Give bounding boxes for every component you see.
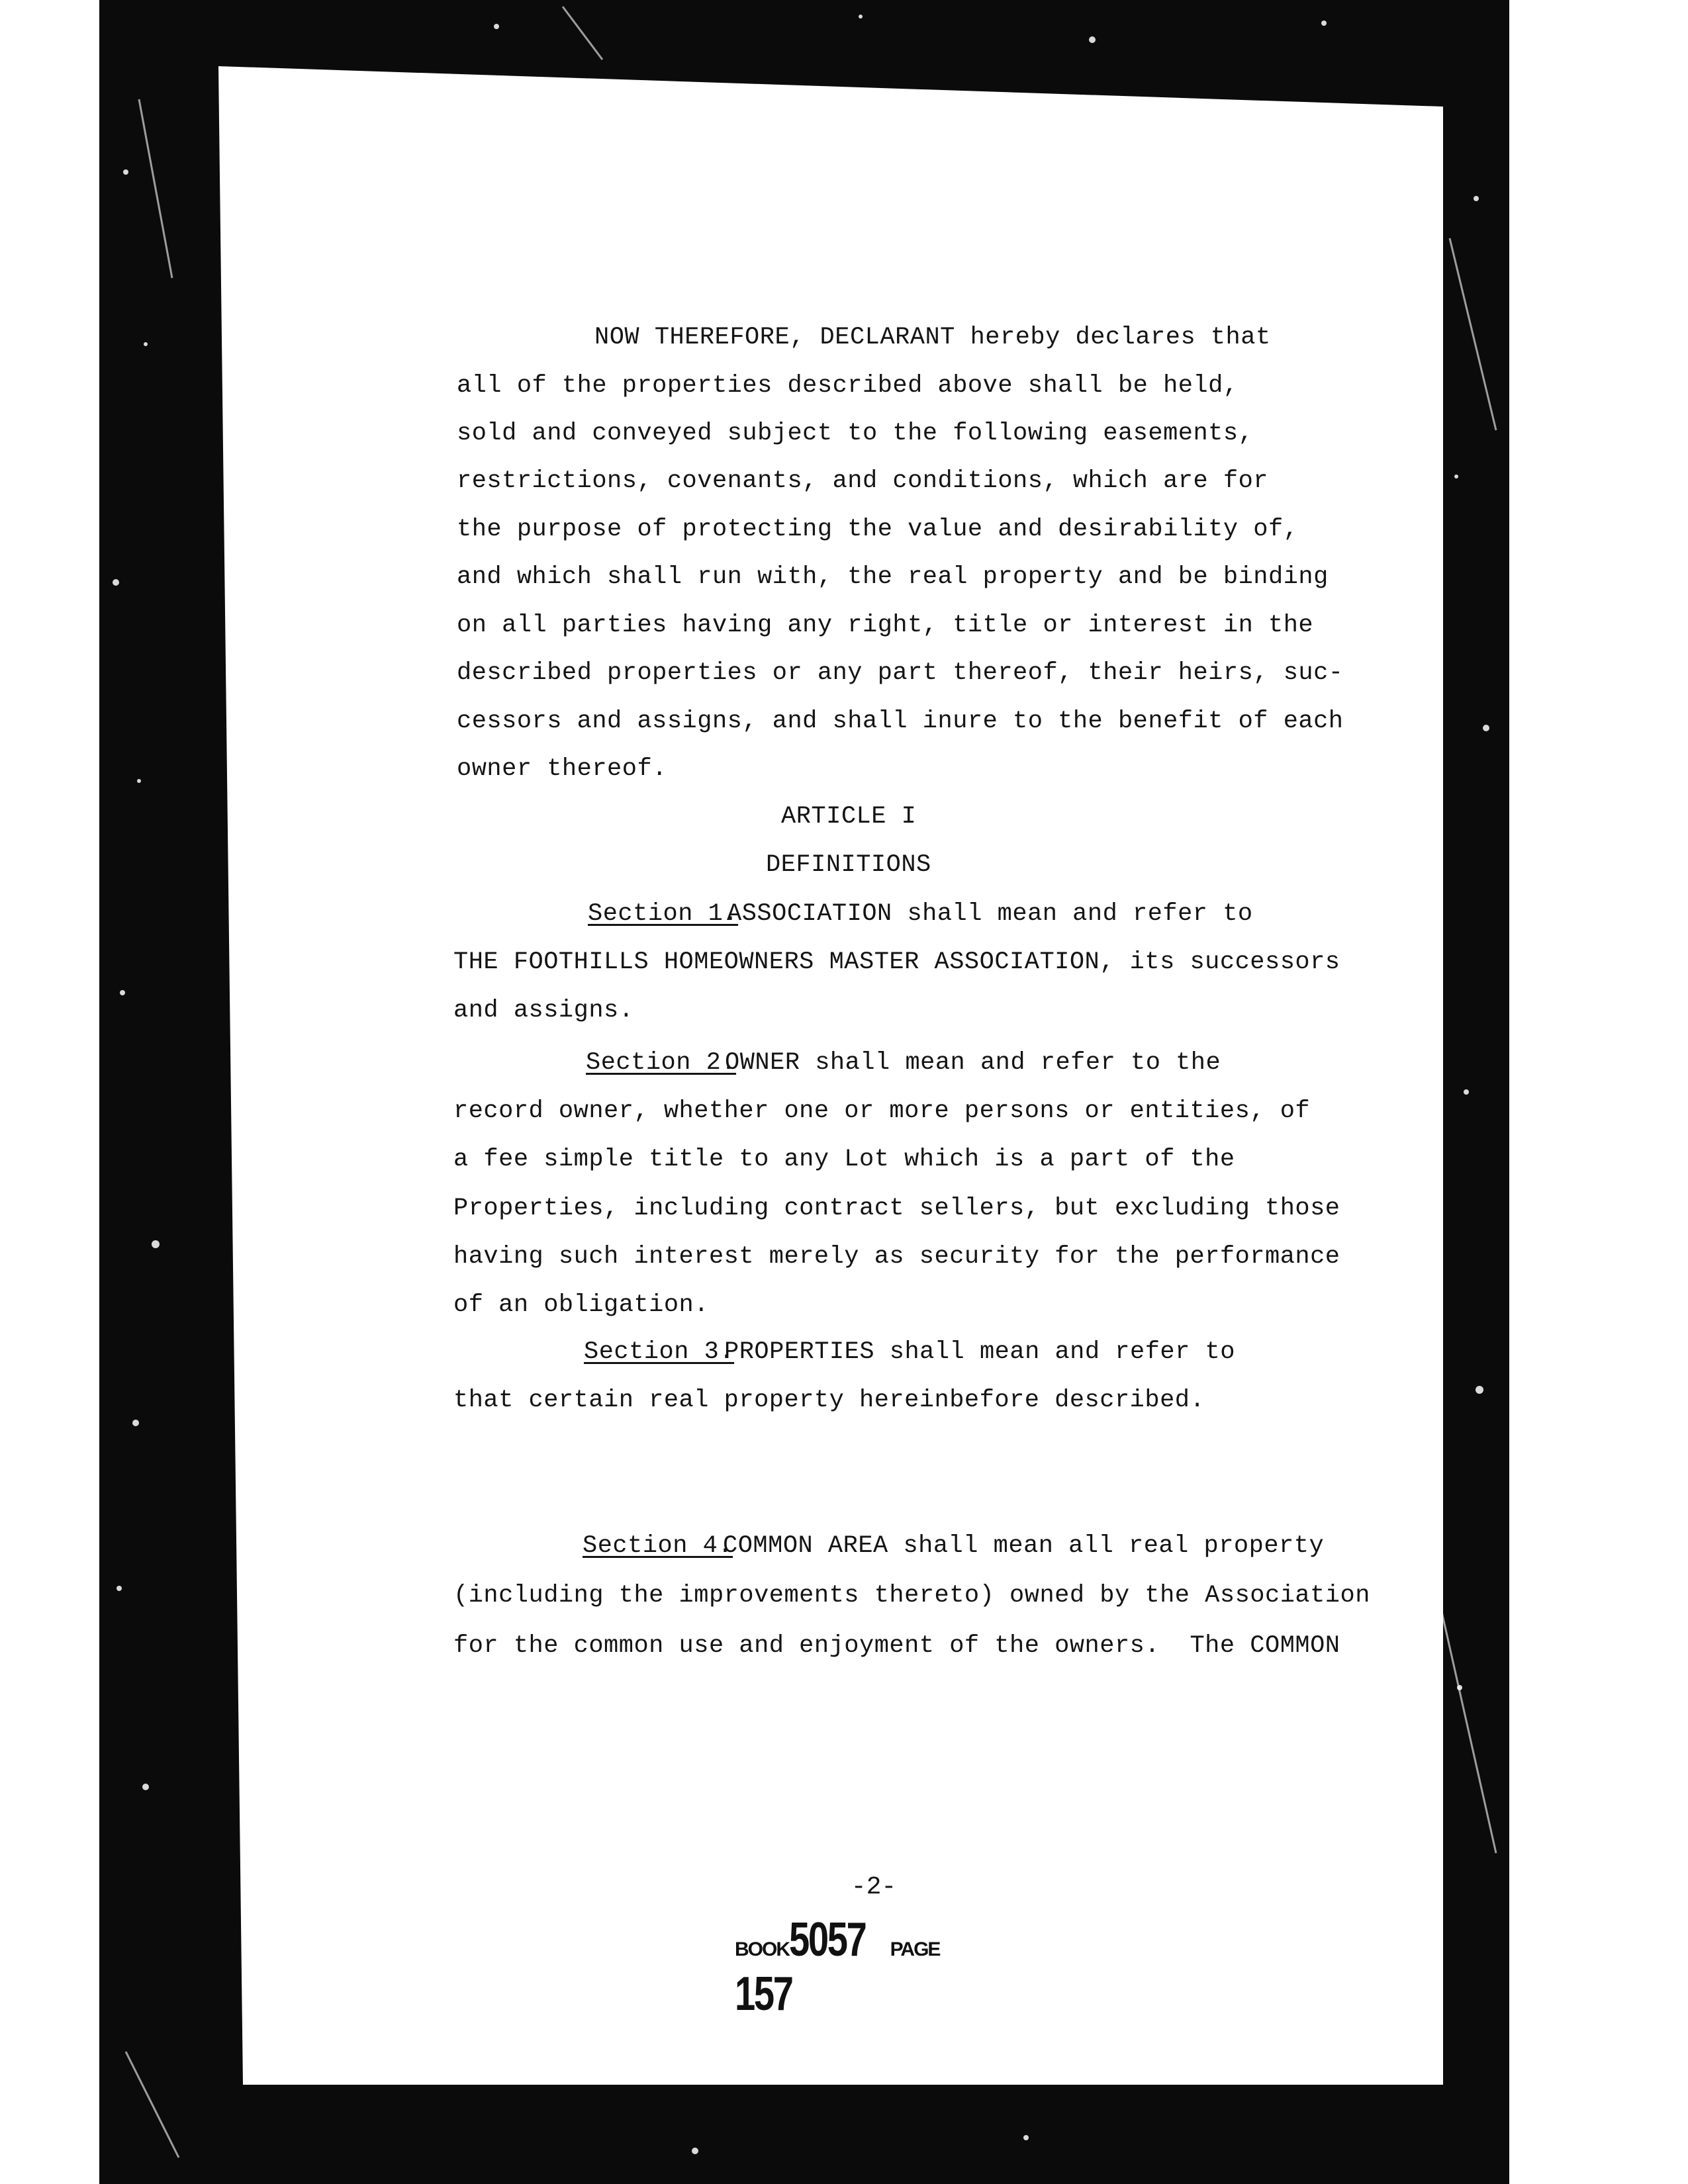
- section-text: a fee simple title to any Lot which is a part of the: [453, 1146, 1235, 1173]
- stamp-page-label: PAGE: [890, 1938, 940, 1960]
- article-heading: ARTICLE I: [781, 803, 917, 831]
- section-text: PROPERTIES shall mean and refer to: [724, 1338, 1235, 1366]
- intro-line: owner thereof.: [457, 755, 667, 783]
- section-label: Section 2.: [586, 1049, 737, 1077]
- stamp-page-number: 157: [735, 1968, 792, 2021]
- section-text: (including the improvements thereto) owned by the Association: [453, 1582, 1370, 1610]
- section-text: having such interest merely as security for the performance: [453, 1243, 1340, 1271]
- section-text: that certain real property hereinbefore described.: [453, 1387, 1205, 1414]
- section-text: and assigns.: [453, 997, 634, 1024]
- section-text: record owner, whether one or more persons or entities, of: [453, 1097, 1311, 1125]
- section-label: Section 1.: [588, 900, 739, 928]
- section-label: Section 3.: [584, 1338, 735, 1366]
- intro-line: the purpose of protecting the value and desirability of,: [457, 516, 1299, 543]
- article-title: DEFINITIONS: [766, 851, 931, 879]
- intro-line: and which shall run with, the real property and be binding: [457, 563, 1329, 591]
- intro-line: sold and conveyed subject to the following easements,: [457, 420, 1254, 447]
- section-text: ASSOCIATION shall mean and refer to: [727, 900, 1253, 928]
- section-text: COMMON AREA shall mean all real property: [723, 1532, 1325, 1560]
- intro-line: described properties or any part thereof, their heirs, suc-: [457, 659, 1344, 687]
- section-text: THE FOOTHILLS HOMEOWNERS MASTER ASSOCIATION, its successors: [453, 948, 1340, 976]
- section-label: Section 4.: [583, 1532, 733, 1560]
- section-text: for the common use and enjoyment of the owners. The COMMON: [453, 1632, 1340, 1660]
- book-page-stamp: [735, 1913, 1000, 2021]
- intro-line: restrictions, covenants, and conditions, which are for: [457, 467, 1268, 495]
- page-number: -2-: [851, 1873, 897, 1901]
- stamp-book-label: BOOK: [735, 1938, 789, 1960]
- intro-line: all of the properties described above shall be held,: [457, 372, 1239, 400]
- section-text: of an obligation.: [453, 1291, 709, 1319]
- stamp-book-number: 5057: [789, 1913, 866, 1966]
- section-text: Properties, including contract sellers, but excluding those: [453, 1195, 1340, 1222]
- intro-line: NOW THEREFORE, DECLARANT hereby declares that: [594, 324, 1271, 351]
- intro-line: on all parties having any right, title or interest in the: [457, 612, 1314, 639]
- intro-line: cessors and assigns, and shall inure to the benefit of each: [457, 707, 1344, 735]
- section-text: OWNER shall mean and refer to the: [725, 1049, 1221, 1077]
